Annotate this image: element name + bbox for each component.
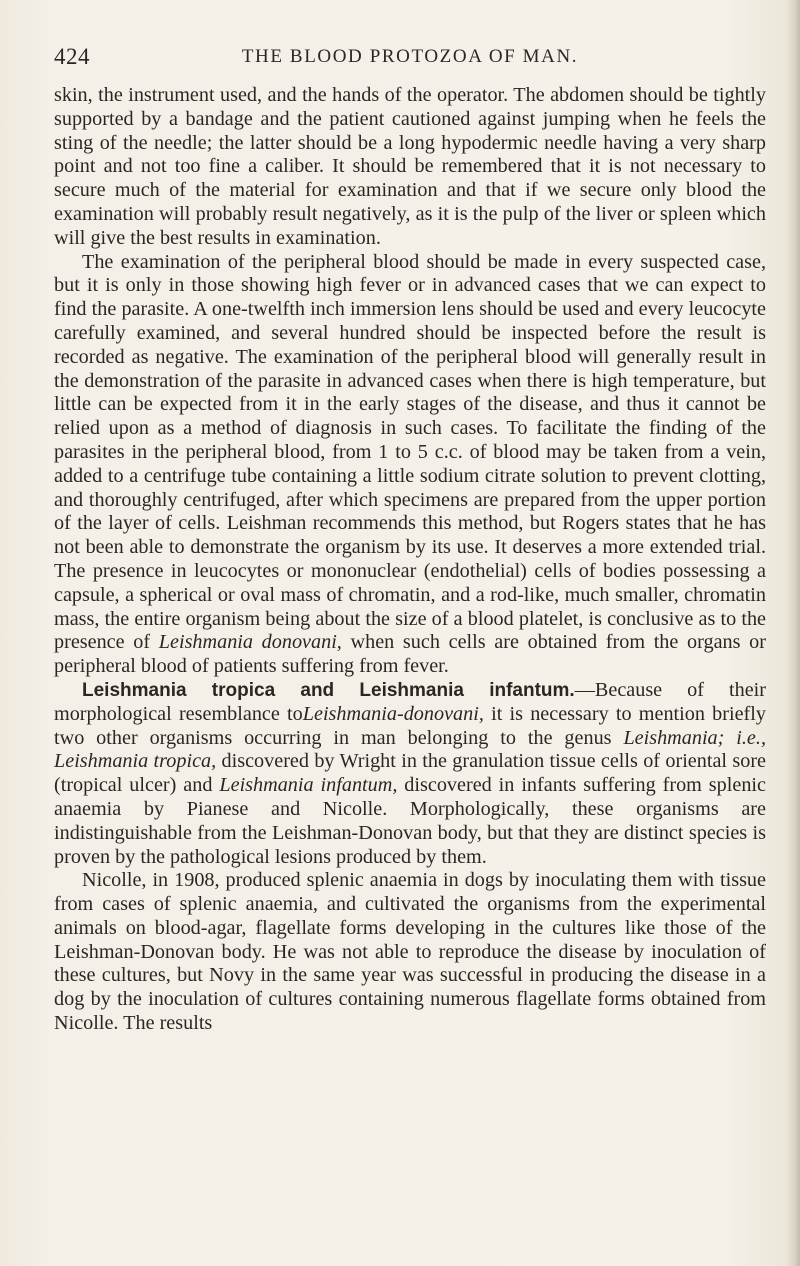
body-text	[54, 84, 766, 1036]
page-edge-shadow	[786, 0, 800, 1266]
paragraph-2-text: The examination of the peripheral blood should be made in every suspected case, but it is only in those showing high fever or in advanced cases that we can expect to find the parasite. A one-twelfth inch immersion lens should be used and every leucocyte carefully examined, and several hundred should be inspected before the result is recorded as negative. The examination of the peripheral blood will generally result in the demonstration of the parasite in advanced cases when there is high temperature, but little can be expected from it in the early stages of the disease, and thus it cannot be relied upon as a method of diagnosis in such cases. To facilitate the finding of the parasites in the peripheral blood, from 1 to 5 c.c. of blood may be taken from a vein, added to a centrifuge tube containing a little sodium citrate solution to prevent clotting, and thoroughly centrifuged, after which specimens are prepared from the upper portion of the layer of cells. Leishman recommends this method, but Rogers states that he has not been able to demonstrate the organism by its use. It deserves a more extended trial. The presence in leucocytes or mononuclear (endothelial) cells of bodies possessing a capsule, a spherical or oval mass of chromatin, and a rod-like, much smaller, chromatin mass, the entire organism being about the size of a blood platelet, is conclusive as to the presence of	[54, 250, 766, 654]
page-number: 424	[54, 44, 90, 69]
species-name-donovani: Leishmania donovani,	[158, 631, 342, 654]
paragraph-2-text-end: when such cells are obtained from the organs or peripheral blood of patients suffering from fever.	[54, 631, 766, 678]
paragraph-3-text-c: discovered by Wright in the granulation tissue cells of oriental sore (tropical ulcer) and	[54, 750, 767, 797]
paragraph-1: skin, the instrument used, and the hands of the operator. The abdomen should be tightly supported by a bandage and the patient cautioned against jumping when he feels the sting of the needle; the latter should be a long hypodermic needle having a very sharp point and not too fine a caliber. It should be remembered that it is not necessary to secure much of the material for examination and that if we secure only blood the examination will probably result negatively, as it is the pulp of the liver or spleen which will give the best results in examination.	[54, 84, 766, 249]
species-name-2: Leishmania; i.e., Leishmania tropica,	[54, 726, 766, 773]
paragraph-2	[54, 251, 766, 679]
paragraph-3	[54, 679, 766, 869]
section-heading: Leishmania tropica and Leishmania infantum.	[82, 679, 575, 701]
page-header	[54, 44, 766, 74]
paragraph-3-text-a: —Because of their morphological resemblance to	[54, 678, 766, 725]
species-name-1: Leishmania-donovani,	[302, 702, 484, 725]
paragraph-3-text-d: discovered in infants suffering from splenic anaemia by Pianese and Nicolle. Morphologically, these organisms are indistinguishable from the Leishman-Donovan body, but that they are distinct species is proven by the pathological lesions produced by them.	[54, 774, 766, 868]
paragraph-4: Nicolle, in 1908, produced splenic anaemia in dogs by inoculating them with tissue from cases of splenic anaemia, and cultivated the organisms from the experimental animals on blood-agar, flagellate forms developing in the cultures like those of the Leishman-Donovan body. He was not able to reproduce the disease by inoculation of these cultures, but Novy in the same year was successful in producing the disease in a dog by the inoculation of cultures containing numerous flagellate forms obtained from Nicolle. The results	[54, 869, 766, 1035]
running-head: THE BLOOD PROTOZOA OF MAN.	[241, 46, 579, 67]
species-name-3: Leishmania infantum,	[219, 774, 398, 797]
paragraph-3-text-b: it is necessary to mention briefly two other organisms occurring in man belonging to the genus	[54, 702, 766, 749]
